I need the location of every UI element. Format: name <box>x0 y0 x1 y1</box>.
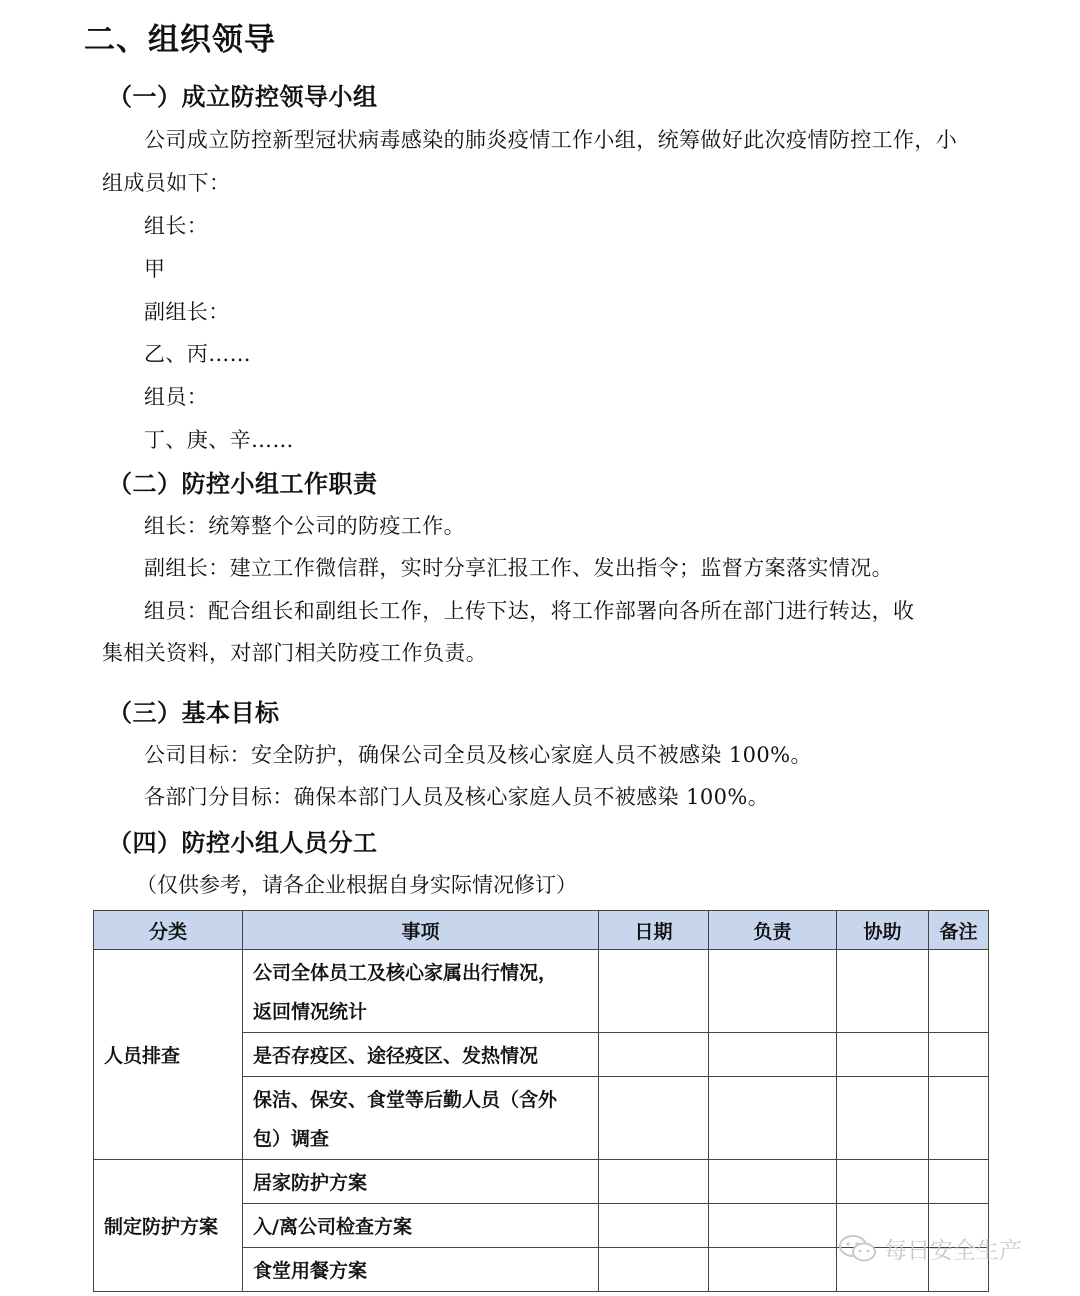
subsection-heading-4: （四）防控小组人员分工 <box>108 829 378 857</box>
owner-cell <box>709 1204 837 1248</box>
header-category: 分类 <box>94 911 243 950</box>
item-cell: 食堂用餐方案 <box>243 1248 599 1292</box>
table-row <box>94 1160 989 1204</box>
table-header-row <box>94 911 989 950</box>
owner-cell <box>709 1160 837 1204</box>
header-item: 事项 <box>243 911 599 950</box>
deputy-label: 副组长： <box>144 300 230 324</box>
owner-cell <box>709 1248 837 1292</box>
subsection-heading-3: （三）基本目标 <box>108 699 280 727</box>
header-owner: 负责 <box>709 911 837 950</box>
paragraph-line: 组成员如下： <box>102 171 231 195</box>
leader-label: 组长： <box>144 214 209 238</box>
section-title: 二、组织领导 <box>84 22 276 58</box>
duty-member-cont: 集相关资料，对部门相关防疫工作负责。 <box>102 641 488 665</box>
duty-deputy: 副组长：建立工作微信群，实时分享汇报工作、发出指令；监督方案落实情况。 <box>144 556 893 580</box>
subsection-heading-1: （一）成立防控领导小组 <box>108 83 378 111</box>
date-cell <box>599 1248 709 1292</box>
category-cell: 制定防护方案 <box>94 1160 243 1292</box>
table-row <box>94 950 989 1033</box>
remark-cell <box>929 1033 989 1077</box>
watermark-text: 每日安全生产 <box>884 1238 1022 1264</box>
date-cell <box>599 1204 709 1248</box>
subsection-heading-2: （二）防控小组工作职责 <box>108 470 378 498</box>
members-label: 组员： <box>144 385 209 409</box>
assist-cell <box>837 1077 929 1160</box>
owner-cell <box>709 950 837 1033</box>
owner-cell <box>709 1077 837 1160</box>
wechat-icon <box>838 1234 878 1264</box>
date-cell <box>599 1160 709 1204</box>
leader-value: 甲 <box>144 257 166 281</box>
item-cell: 保洁、保安、食堂等后勤人员（含外 包）调查 <box>243 1077 599 1160</box>
date-cell <box>599 1077 709 1160</box>
header-assist: 协助 <box>837 911 929 950</box>
remark-cell <box>929 1077 989 1160</box>
item-cell: 是否存疫区、途径疫区、发热情况 <box>243 1033 599 1077</box>
members-value: 丁、庚、辛…… <box>144 428 294 452</box>
table-note: （仅供参考，请各企业根据自身实际情况修订） <box>136 873 577 897</box>
assist-cell <box>837 950 929 1033</box>
paragraph-line: 公司成立防控新型冠状病毒感染的肺炎疫情工作小组，统筹做好此次疫情防控工作，小 <box>144 128 958 152</box>
owner-cell <box>709 1033 837 1077</box>
assist-cell <box>837 1033 929 1077</box>
company-goal: 公司目标：安全防护，确保公司全员及核心家庭人员不被感染 100%。 <box>144 743 812 767</box>
header-date: 日期 <box>599 911 709 950</box>
item-cell: 公司全体员工及核心家属出行情况， 返回情况统计 <box>243 950 599 1033</box>
remark-cell <box>929 950 989 1033</box>
item-cell: 居家防护方案 <box>243 1160 599 1204</box>
deputy-value: 乙、丙…… <box>144 342 251 366</box>
header-remark: 备注 <box>929 911 989 950</box>
duty-leader: 组长：统筹整个公司的防疫工作。 <box>144 514 465 538</box>
item-cell: 入/离公司检查方案 <box>243 1204 599 1248</box>
remark-cell <box>929 1160 989 1204</box>
duty-member: 组员：配合组长和副组长工作，上传下达，将工作部署向各所在部门进行转达，收 <box>144 599 915 623</box>
date-cell <box>599 950 709 1033</box>
dept-goal: 各部门分目标：确保本部门人员及核心家庭人员不被感染 100%。 <box>144 785 770 809</box>
category-cell: 人员排查 <box>94 950 243 1160</box>
assist-cell <box>837 1160 929 1204</box>
watermark <box>838 1232 1022 1265</box>
date-cell <box>599 1033 709 1077</box>
